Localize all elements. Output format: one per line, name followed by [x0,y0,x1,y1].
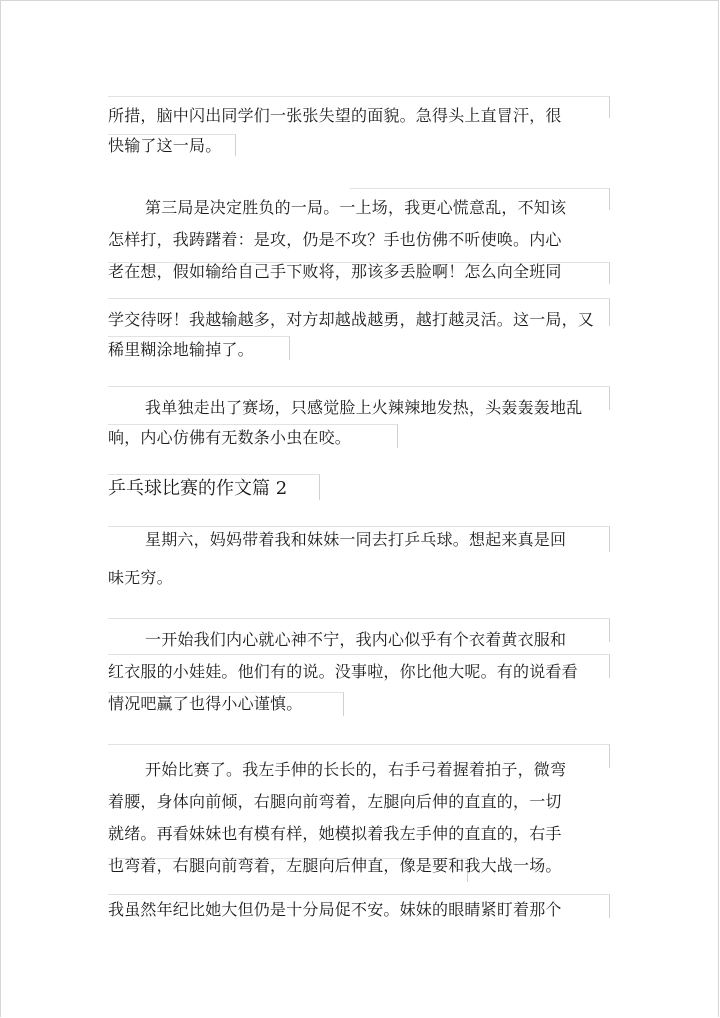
paragraph-line: 学交待呀！我越输越多，对方却越战越勇，越打越灵活。这一局，又 [108,310,595,329]
paragraph-line: 开始比赛了。我左手伸的长长的，右手弓着握着拍子，微弯 [145,760,567,779]
section-heading: 乒乓球比赛的作文篇 2 [108,478,288,499]
paragraph-line: 味无穷。 [108,568,173,587]
paragraph-line: 第三局是决定胜负的一局。一上场，我更心慌意乱，不知该 [145,198,567,217]
paragraph-line: 着腰，身体向前倾，右腿向前弯着，左腿向后伸的直直的，一切 [108,792,562,811]
paragraph-line: 红衣服的小娃娃。他们有的说。没事啦，你比他大呢。有的说看看 [108,662,578,681]
paragraph-line: 响，内心仿佛有无数条小虫在咬。 [108,428,352,447]
paragraph-line: 情况吧赢了也得小心谨慎。 [108,694,303,713]
paragraph-line: 也弯着，右腿向前弯着，左腿向后伸直，像是要和我大战一场。 [108,856,562,875]
paragraph-line: 我单独走出了赛场，只感觉脸上火辣辣地发热，头轰轰轰地乱 [145,398,583,417]
paragraph-line: 快输了这一局。 [108,136,222,155]
paragraph-line: 老在想，假如输给自己手下败将，那该多丢脸啊！怎么向全班同 [108,262,562,281]
paragraph-line: 怎样打，我踌躇着：是攻，仍是不攻？手也仿佛不听使唤。内心 [108,230,562,249]
paragraph-line: 就绪。再看妹妹也有模有样，她模拟着我左手伸的直直的，右手 [108,824,562,843]
paragraph-line: 稀里糊涂地输掉了。 [108,340,254,359]
paragraph-line: 一开始我们内心就心神不宁，我内心似乎有个衣着黄衣服和 [145,630,567,649]
paragraph-line: 星期六，妈妈带着我和妹妹一同去打乒乓球。想起来真是回 [145,530,567,549]
paragraph-line: 我虽然年纪比她大但仍是十分局促不安。妹妹的眼睛紧盯着那个 [108,900,562,919]
paragraph-line: 所措，脑中闪出同学们一张张失望的面貌。急得头上直冒汗，很 [108,106,562,125]
